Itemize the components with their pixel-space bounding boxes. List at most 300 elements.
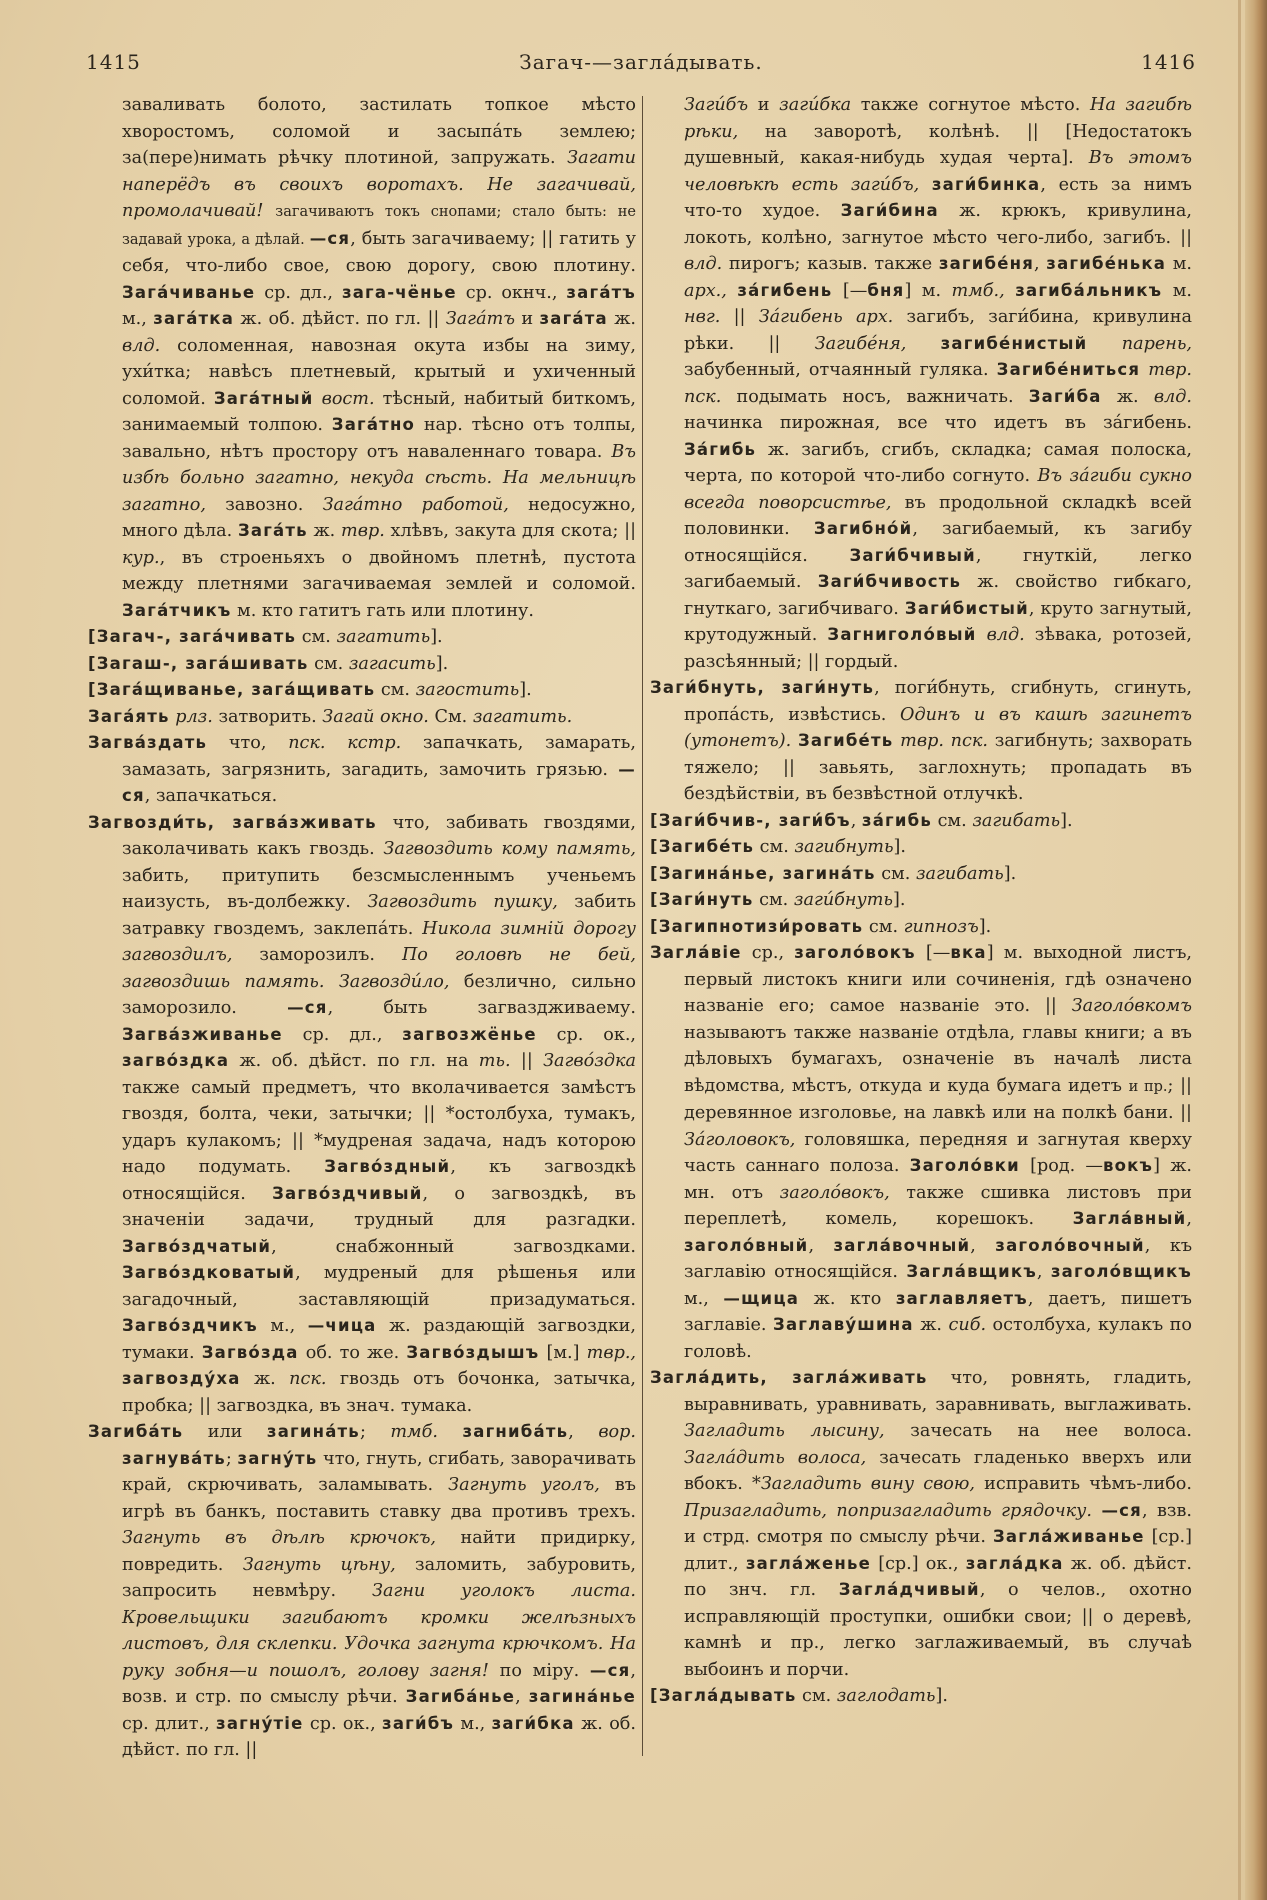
italic-example: кур. (122, 547, 160, 568)
italic-example: загостить (415, 680, 520, 700)
headword: Загла́живанье (992, 1527, 1145, 1546)
dictionary-entry (650, 861, 1192, 888)
headword: загла́вочный (833, 1235, 971, 1255)
headword: Загла́дчивый (838, 1580, 980, 1599)
headword: заголо́вщикъ (1050, 1262, 1193, 1281)
definition-text (727, 281, 737, 301)
definition-text: ср. окнч., (456, 282, 567, 303)
italic-example: На загибѣ рѣки, (684, 95, 1193, 142)
definition-text: ж. об. дѣйст. по знч. гл. (684, 1553, 1192, 1600)
headword: зага́тка (153, 309, 235, 328)
italic-example: Загати наперёдъ въ своихъ воротахъ. Не загачивай, промолачивай! (122, 148, 636, 221)
definition-text: м., (454, 1713, 492, 1734)
headword: —ся (287, 998, 328, 1017)
headword: Зага́ять (88, 706, 170, 726)
italic-example: Призагладить, попризагладить грядочку. (684, 1500, 1092, 1521)
italic-example: загибать (972, 810, 1061, 831)
definition-text: ср. дл., (282, 1024, 403, 1045)
definition-text: , снабжонный загвоздками. (271, 1236, 636, 1257)
definition-text: м. кто гатитъ гать или плотину. (231, 600, 534, 621)
headword: —щица (723, 1288, 800, 1308)
dictionary-entry (88, 677, 636, 704)
dictionary-entry (650, 834, 1192, 861)
definition-text: [— (832, 280, 868, 301)
definition-text: , (850, 810, 862, 831)
definition-text: , взв. и стрд. смотря по смыслу рѣчи. (684, 1500, 1193, 1547)
definition-text: найти придирку, повредить. (122, 1528, 636, 1575)
definition-text (314, 389, 322, 409)
headword: бня (867, 280, 905, 300)
headword: загла́дка (965, 1553, 1064, 1573)
right-column (650, 92, 1192, 1710)
italic-example: пск. (289, 1369, 327, 1389)
dictionary-entry (650, 808, 1192, 835)
italic-example: вост. (321, 388, 375, 409)
definition-text: , къ загвоздкѣ относящійся. (122, 1157, 636, 1204)
headword: [Загаш-, (88, 653, 186, 673)
headword: загвозжёнье (402, 1024, 537, 1044)
italic-example: Загво́здка (543, 1051, 636, 1071)
headword: загибе́ня (938, 254, 1035, 273)
definition-text: заломить, забуровить, запросить невмѣру. (122, 1554, 636, 1601)
definition-text: въ игрѣ въ банкъ, поставить ставку два противъ трехъ. (122, 1475, 636, 1522)
definition-text: по міру. (488, 1660, 590, 1681)
italic-example: Одинъ и въ кашѣ загинетъ (утонетъ). (684, 704, 1192, 751)
definition-text: тѣсный, набитый биткомъ, занимаемый толпою. (122, 388, 637, 435)
definition-text (1140, 360, 1148, 380)
page-number-right: 1416 (1141, 50, 1196, 74)
headword: —ся (589, 1660, 631, 1680)
italic-example: арх., (684, 280, 727, 301)
definition-text: ]. (935, 1686, 948, 1706)
italic-example: Въ за́гиби сукно всегда поворсистѣе, (684, 466, 1192, 513)
definition-text: , быть загваздживаему. (327, 998, 636, 1018)
definition-text (843, 307, 856, 327)
page-edge-line (1238, 0, 1241, 1900)
definition-text: исправить чѣмъ-либо. (974, 1474, 1192, 1494)
dictionary-entry (88, 651, 636, 678)
italic-example: Заголо́вкомъ (1071, 996, 1192, 1016)
headword: загина́ть (266, 1422, 360, 1441)
headword: Загла́вщикъ (906, 1262, 1037, 1281)
headword: Заги́бчивость (817, 572, 962, 591)
dictionary-entry (88, 92, 636, 624)
italic-example: загибнуть (794, 837, 894, 857)
italic-example: вор. (598, 1422, 636, 1442)
definition-text (919, 175, 932, 195)
definition-text: об. то же. (298, 1342, 407, 1363)
definition-text: загибнуть; захворать тяжело; || завьять, заглохнуть; пропадать въ бездѣйствіи, въ безвѣстной отлучкѣ. (684, 731, 1193, 804)
headword: Загво́здчатый (122, 1236, 272, 1256)
headword: [Заги́нуть (650, 890, 754, 909)
definition-text: зѣвака, ротозей, разсѣянный; || гордый. (684, 625, 1192, 672)
definition-text (1087, 334, 1121, 354)
italic-example: нвг. (684, 307, 721, 327)
definition-text: ; (359, 1422, 391, 1442)
headword: заги́бка (491, 1713, 575, 1733)
definition-text: [ср.] ок., (871, 1553, 966, 1574)
definition-text: ж. свойство гибкаго, гнуткаго, загибчиваго. (684, 572, 1192, 619)
definition-text: ]. (1003, 863, 1017, 884)
definition-text: что, ровнять, гладить, выравнивать, уравнивать, заравнивать, выглаживать. (684, 1368, 1192, 1415)
dictionary-entry (88, 730, 636, 810)
headword: Загла́дить, (650, 1368, 793, 1387)
definition-text: , даетъ, пишетъ заглавіе. (684, 1288, 1192, 1335)
definition-text: зачесать гладенько вверхъ или вбокъ. * (684, 1447, 1192, 1494)
italic-example: влд. (1153, 386, 1192, 407)
italic-example: влд. (986, 625, 1025, 645)
italic-example: Зага́тно работой, (322, 494, 509, 515)
definition-text: см. (375, 680, 416, 700)
italic-example: Загибе́ня, (814, 333, 907, 354)
definition-text: , о челов., охотно исправляющій проступки, ошибки свои; || о деревѣ, камнѣ и пр., легко заглаживаемый, въ случаѣ выбоинъ и порчи. (684, 1580, 1192, 1680)
italic-example: Загай окно. (322, 706, 429, 727)
italic-example: Зага́тъ (445, 309, 515, 329)
headword: заги́нуть (781, 678, 875, 697)
definition-text (1005, 281, 1015, 301)
definition-text: , (1036, 1262, 1051, 1282)
italic-example: твр. (341, 521, 385, 541)
definition-text: ж. крюкъ, кривулина, локоть, колѣно, загнутое мѣсто чего-либо, загибъ. || (684, 201, 1192, 248)
dictionary-entry (650, 1365, 1192, 1683)
definition-text: что, (207, 733, 289, 753)
headword: загнува́ть (122, 1448, 226, 1468)
headword: Заги́бчивый (849, 545, 976, 565)
headword: За́гибь (684, 439, 757, 459)
definition-text: ср. ок., (536, 1024, 637, 1045)
definition-text: и (748, 95, 780, 115)
definition-text: [м.] (539, 1342, 587, 1363)
definition-text: см. (753, 890, 794, 910)
definition-text: забить, притупить безсмысленнымъ ученьемъ наизусть, въ-долбежку. (122, 865, 636, 912)
definition-text: завозно. (205, 494, 323, 515)
definition-text: что, забивать гвоздями, заколачивать какъ гвоздь. (122, 812, 637, 859)
definition-text: затворить. (212, 706, 323, 727)
page-number-left: 1415 (86, 50, 141, 74)
headword: загну́ть (237, 1448, 318, 1468)
definition-text: , круто загнутый, крутодужный. (684, 598, 1192, 645)
definition-text: ]. (893, 837, 906, 857)
italic-example: сиб. (948, 1315, 987, 1335)
definition-text: , возв. и стр. по смыслу рѣчи. (122, 1660, 636, 1707)
definition-text (906, 334, 940, 354)
definition-text: , о загвоздкѣ, въ значеніи задачи, трудный для разгадки. (122, 1183, 636, 1230)
headword: [Зага́щиванье, (88, 680, 252, 699)
definition-text: запачкать, замарать, замазать, загрязнить, загадить, замочить грязью. (122, 733, 636, 780)
headword: зага-чёнье (341, 282, 457, 302)
headword: Загиба́ть (88, 1422, 184, 1441)
headword: загла́женье (745, 1553, 872, 1573)
italic-example: влд. (684, 254, 723, 274)
definition-text: головяшка, передняя и загнутая кверху часть саннаго полоза. (684, 1129, 1192, 1176)
definition-text: зачесать на нее волоса. (884, 1421, 1192, 1441)
italic-example: Загла́дить волоса, (684, 1447, 867, 1468)
headword: Заги́ба (1028, 386, 1102, 406)
headword: —ся (309, 228, 351, 248)
italic-example: загасить (348, 653, 436, 674)
definition-text: ж. об. дѣйст. по гл. || (234, 309, 446, 329)
definition-text: || (510, 1051, 544, 1071)
italic-example: тмб. (390, 1422, 438, 1442)
headword: зага́шивать (185, 653, 309, 673)
headword: Зага́тный (213, 388, 314, 408)
headword: [Загина́нье, (650, 863, 783, 883)
italic-example: Загни уголокъ листа. Кровельщики загибаютъ кромки желѣзныхъ листовъ, для склепки. Удочка загнута крючкомъ. На руку зобня—и пошолъ, голову загня! (122, 1581, 636, 1681)
definition-text: || (720, 307, 759, 327)
headword: [Загач-, (88, 627, 180, 646)
headword: [Загибе́ть (650, 837, 755, 856)
definition-text: , (808, 1235, 834, 1256)
italic-example: заги́бнуть (793, 890, 893, 910)
headword: загво́здка (122, 1051, 230, 1070)
italic-example: Загвоздить пушку, (367, 892, 558, 912)
definition-text: см. (308, 653, 349, 674)
definition-text: забить затравку гвоздемъ, заклепа́ть. (122, 892, 636, 939)
headword: зага́та (539, 309, 608, 328)
headword: Загниголо́вый (827, 625, 977, 644)
definition-text: см. (931, 810, 973, 831)
definition-text: ж. загибъ, сгибъ, складка; самая полоска, черта, по которой что-либо согнуто. (684, 439, 1192, 486)
definition-text: , загибаемый, къ загибу относящійся. (684, 519, 1192, 566)
dictionary-entry (88, 624, 636, 651)
definition-text: начинка пирожная, все что идетъ въ за́гибень. (684, 413, 1192, 433)
definition-text: заваливать болото, застилать топкое мѣсто хворостомъ, соломой и засыпа́ть землею; за(пере)нимать рѣчку плотиной, запружать. (122, 95, 636, 168)
definition-text: ср. дл., (255, 282, 342, 303)
italic-example: рлз. (175, 706, 213, 727)
headword: загниба́ть (462, 1422, 569, 1441)
headword: Заголо́вки (909, 1156, 1020, 1175)
definition-text: или (183, 1422, 267, 1442)
definition-text: ж. (307, 521, 342, 541)
definition-text: см. (875, 863, 916, 884)
definition-text: ж. об. дѣйст. по гл. || (122, 1713, 636, 1760)
definition-text: , гнуткій, легко загибаемый. (684, 545, 1192, 592)
definition-text: соломенная, навозная окута избы на зиму, ухи́тка; навѣсъ плетневый, крытый и ухиченный соломой. (122, 335, 636, 409)
headword: Заги́бнуть, (650, 678, 782, 697)
headword: загвозду́ха (122, 1369, 241, 1388)
headword: заглавляетъ (895, 1288, 1028, 1308)
headword: Заги́бистый (904, 598, 1029, 618)
headword: Загво́здчикъ (122, 1316, 258, 1335)
headword: Загвозди́ть, (88, 812, 233, 832)
definition-text: [— (915, 943, 951, 963)
definition-text: , (1186, 1209, 1192, 1229)
headword: Заглаву́шина (773, 1315, 914, 1334)
definition-text: м., (257, 1316, 308, 1336)
definition-text: загачиваютъ токъ снопами; стало быть: не задавай урока, а дѣлай. (122, 204, 636, 248)
definition-text: гвоздь отъ бочонка, затычка, пробка; || загвоздка, въ знач. тумака. (122, 1369, 636, 1416)
headword: загла́живать (792, 1368, 928, 1387)
italic-example: Заги́бъ (684, 95, 749, 115)
headword: загну́тіе (216, 1713, 304, 1733)
headword: —ся (122, 759, 636, 805)
headword: Загво́здный (324, 1157, 451, 1176)
definition-text (438, 1422, 462, 1442)
headword: заголо́вный (684, 1235, 809, 1255)
italic-example: За́головокъ, (684, 1129, 796, 1150)
headword: загина́нье (528, 1687, 636, 1706)
dictionary-entry (88, 704, 636, 731)
headword: загина́ть (782, 863, 876, 883)
definition-text: , (568, 1422, 599, 1442)
running-title: Загач-—загла́дывать. (519, 50, 763, 74)
italic-example: влд. (122, 335, 161, 356)
dictionary-entry (88, 810, 636, 1420)
headword: [Загла́дывать (650, 1686, 797, 1705)
dictionary-entry (650, 92, 1192, 675)
headword: зага́щивать (251, 680, 376, 699)
definition-text: ; (225, 1448, 238, 1469)
headword: Загва́зживанье (122, 1024, 283, 1044)
headword: Загла́вный (1072, 1209, 1187, 1228)
headword: Зага́чиванье (122, 282, 256, 302)
italic-example: За́гибень (758, 307, 843, 327)
definition-text: на заворотѣ, колѣнѣ. || [Недостатокъ душевный, какая-нибудь худая черта]. (684, 121, 1192, 168)
italic-example: Загнуть уголъ, (448, 1475, 600, 1495)
definition-text: , (970, 1235, 996, 1256)
italic-example: твр. пск. (684, 360, 1192, 407)
definition-text: также самый предметъ, что вколачивается замѣстъ гвоздя, болта, чеки, затычки; || *остолбуха, тумакъ, ударъ кулакомъ; || *мудреная задача, надъ которою надо подумать. (122, 1077, 636, 1177)
headword: за́гибень (737, 280, 833, 300)
dictionary-entry (650, 675, 1192, 808)
headword: Зага́тчикъ (122, 600, 232, 620)
definition-text (977, 625, 987, 645)
definition-text: см. (754, 837, 795, 857)
definition-text: что, гнуть, сгибать, заворачивать край, скрючивать, заламывать. (122, 1448, 636, 1495)
definition-text: , быть загачиваему; || гатить у себя, что-либо свое, свою дорогу, свою плотину. (122, 228, 636, 276)
headword: вка (950, 943, 987, 962)
headword: Зага́ть (237, 521, 308, 540)
headword: зага́чивать (179, 627, 297, 646)
headword: Зага́тно (331, 415, 416, 434)
italic-example: загатить (336, 627, 431, 647)
definition-text: хлѣвъ, закута для скота; || (384, 521, 637, 541)
italic-example: По головѣ не бей, загвоздишь память. Загвозди́ло, (122, 945, 636, 992)
headword: [Загипнотизи́ровать (650, 916, 864, 936)
definition-text: ж. (240, 1369, 290, 1389)
definition-text: , есть за нимъ что-то худое. (684, 174, 1192, 221)
definition-text: ж. кто (799, 1288, 896, 1309)
definition-text: ж. (913, 1315, 949, 1335)
italic-example: парень, (1121, 333, 1193, 354)
definition-text: , въ строеньяхъ о двойномъ плетнѣ, пустота между плетнями загачиваемая землей и соломой. (122, 547, 636, 594)
definition-text: въ продольной складкѣ всей половинки. (684, 492, 1192, 539)
definition-text: также согнутое мѣсто. (851, 95, 1090, 115)
headword: загибе́нька (1046, 254, 1167, 273)
definition-text: см. (863, 916, 904, 937)
italic-example: тмб., (951, 280, 1005, 301)
dictionary-entry (650, 940, 1192, 1365)
italic-example: Въ этомъ человѣкѣ есть заги́бъ, (684, 148, 1192, 195)
headword: загва́зживать (232, 812, 377, 832)
definition-text: подымать носъ, важничать. (721, 386, 1029, 407)
definition-text: см. (796, 1686, 837, 1706)
definition-text: ] ж. мн. отъ (684, 1156, 1192, 1203)
italic-example: заголо́вокъ, (779, 1182, 890, 1203)
headword: —чица (307, 1316, 377, 1335)
headword: Загво́зда (201, 1342, 299, 1362)
headword: заголо́вочный (995, 1235, 1145, 1255)
headword: Загибно́й (813, 519, 913, 538)
definition-text: ж. (607, 309, 636, 329)
headword: Загибе́ниться (996, 360, 1141, 379)
headword: вокъ (1102, 1156, 1154, 1175)
definition-text: , мудреный для рѣшенья или загадочный, заставляющій призадуматься. (122, 1263, 636, 1310)
headword: Загво́здышъ (406, 1342, 540, 1362)
definition-text: и (514, 309, 540, 329)
definition-text: пирогъ; казыв. также (722, 254, 939, 274)
italic-example: Загнуть въ дѣлѣ крючокъ, (122, 1528, 437, 1548)
italic-example: Загнуть цѣну, (242, 1554, 396, 1575)
definition-text: , запачкаться. (144, 786, 278, 806)
column-divider (642, 96, 643, 1756)
definition-text: м. (1162, 280, 1192, 301)
definition-text: , (1034, 254, 1047, 274)
italic-example: заглодать (836, 1686, 936, 1706)
running-header (86, 50, 1196, 80)
definition-text: ]. (978, 916, 992, 937)
italic-example: арх. (856, 307, 894, 327)
definition-text: ж. (1101, 386, 1154, 407)
headword: Загво́здковатый (122, 1263, 296, 1282)
headword: [Заги́бчив-, (650, 810, 779, 830)
definition-text (791, 731, 798, 751)
headword: заги́бъ (778, 810, 851, 830)
definition-text: забубенный, отчаянный гуляка. (684, 360, 997, 380)
italic-example: Загвоздить кому память, (383, 839, 636, 859)
definition-text: , поги́бнуть, сгибнуть, сгинуть, пропа́сть, извѣстись. (684, 678, 1192, 725)
dictionary-entry (88, 1419, 636, 1764)
headword: Загибе́ть (798, 731, 894, 750)
definition-text: и пр. (1128, 1078, 1168, 1095)
headword: за́гибь (861, 810, 932, 830)
definition-text: также сшивка листовъ при переплетѣ, комель, корешокъ. (684, 1182, 1192, 1229)
definition-text: ср. длит., (122, 1713, 217, 1734)
italic-example: ть. (478, 1051, 511, 1071)
definition-text: [ср.] длит., (684, 1527, 1192, 1574)
headword: заголо́вокъ (794, 943, 916, 962)
definition-text: недосужно, много дѣла. (122, 494, 637, 541)
definition-text: ]. (1060, 810, 1073, 831)
definition-text: См. (428, 706, 473, 727)
definition-text: ; || деревянное изголовье, на лавкѣ или на полкѣ бани. || (684, 1075, 1192, 1123)
italic-example: твр. пск. (900, 731, 988, 751)
italic-example: Никола зимній дорогу загвоздилъ, (122, 918, 636, 965)
italic-example: загибать (915, 863, 1004, 884)
definition-text: см. (296, 627, 337, 647)
definition-text: [род. — (1019, 1156, 1103, 1176)
headword: Заги́бина (840, 201, 939, 220)
headword: заги́бъ (382, 1713, 455, 1733)
definition-text: безлично, сильно заморозило. (122, 971, 636, 1018)
definition-text: остолбуха, кулакъ по головѣ. (684, 1315, 1192, 1362)
definition-text: нар. тѣсно отъ толпы, завально, нѣтъ простору отъ наваленнаго товара. (122, 415, 636, 462)
headword: зага́тъ (566, 282, 637, 302)
headword: —ся (1101, 1500, 1142, 1520)
definition-text: ж. об. дѣйст. по гл. на (229, 1051, 479, 1071)
headword: Загва́здать (88, 733, 208, 752)
italic-example: загатить. (472, 706, 573, 727)
italic-example: заги́бка (779, 95, 852, 115)
headword: заги́бинка (931, 174, 1041, 194)
definition-text: м., (122, 309, 154, 329)
italic-example: гипнозъ (903, 916, 979, 937)
definition-text: ]. (519, 680, 532, 700)
definition-text: заморозилъ. (232, 945, 402, 965)
headword: Загво́здчивый (272, 1183, 423, 1203)
headword: загиба́льникъ (1015, 280, 1163, 300)
definition-text: ср. ок., (303, 1713, 383, 1734)
